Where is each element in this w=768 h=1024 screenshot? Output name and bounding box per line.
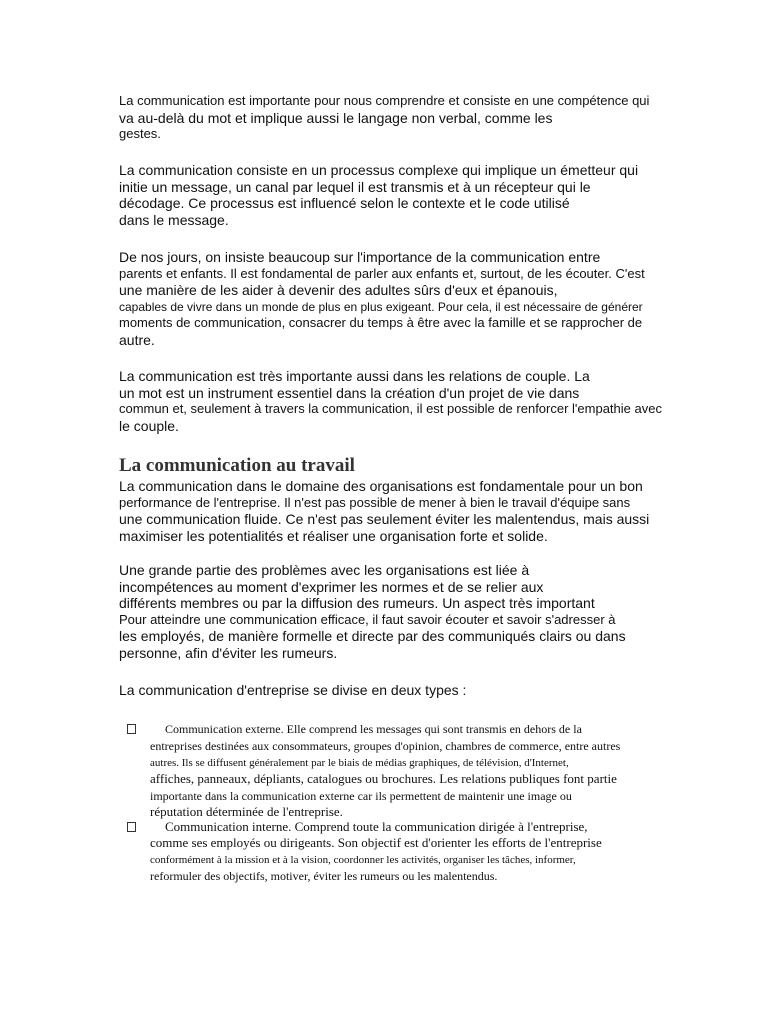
bullet-line: entreprises destinées aux consommateurs, groupes d'opinion, chambres de commerce, entre autres	[150, 739, 621, 753]
work-paragraph-1	[119, 478, 719, 544]
paragraph-4	[119, 368, 719, 434]
bullet-box-icon	[127, 724, 136, 734]
paragraph-1	[119, 93, 719, 143]
paragraph-line: une communication fluide. Ce n'est pas seulement éviter les malentendus, mais aussi	[119, 511, 650, 527]
paragraph-line: maximiser les potentialités et réaliser une organisation forte et solide.	[119, 527, 548, 544]
paragraph-2	[119, 162, 719, 228]
bullet-line: conformément à la mission et à la vision, coordonner les activités, organiser les tâches, informer,	[150, 854, 576, 866]
paragraph-line: le couple.	[119, 417, 179, 434]
paragraph-line: capables de vivre dans un monde de plus en plus exigeant. Pour cela, il est nécessaire de générer	[119, 299, 643, 314]
bullet-line: importante dans la communication externe car ils permettent de maintenir une image ou	[150, 789, 572, 803]
paragraph-3	[119, 249, 719, 348]
paragraph-line: Une grande partie des problèmes avec les organisations est liée à	[119, 562, 530, 578]
bullet-line: Communication interne. Comprend toute la communication dirigée à l'entreprise,	[165, 819, 588, 834]
paragraph-line: commun et, seulement à travers la communication, il est possible de renforcer l'empathie avec	[119, 401, 662, 416]
work-paragraph-2	[119, 562, 719, 661]
paragraph-line: La communication est importante pour nous comprendre et consiste en une compétence qui	[119, 93, 650, 108]
paragraph-line: différents membres ou par la diffusion des rumeurs. Un aspect très important	[119, 595, 595, 611]
paragraph-line: gestes.	[119, 126, 161, 141]
paragraph-line: autre.	[119, 331, 155, 348]
paragraph-line: De nos jours, on insiste beaucoup sur l'importance de la communication entre	[119, 249, 601, 265]
paragraph-line: un mot est un instrument essentiel dans la création d'un projet de vie dans	[119, 384, 580, 401]
paragraph-line: va au-delà du mot et implique aussi le langage non verbal, comme les	[119, 109, 553, 126]
paragraph-line: moments de communication, consacrer du temps à être avec la famille et se rapprocher de	[119, 315, 643, 330]
paragraph-line: La communication dans le domaine des organisations est fondamentale pour un bon	[119, 478, 643, 494]
paragraph-line: décodage. Ce processus est influencé selon le contexte et le code utilisé	[119, 195, 570, 211]
paragraph-line: une manière de les aider à devenir des adultes sûrs d'eux et épanouis,	[119, 282, 558, 298]
paragraph-line: les employés, de manière formelle et directe par des communiqués clairs ou dans	[119, 628, 626, 644]
bullet-line: Communication externe. Elle comprend les messages qui sont transmis en dehors de la	[165, 722, 582, 736]
bullet-line: autres. Ils se diffusent généralement par le biais de médias graphiques, de télévision, d'Internet,	[150, 757, 569, 769]
bullet-box-icon	[127, 822, 136, 832]
paragraph-line: parents et enfants. Il est fondamental de parler aux enfants et, surtout, de les écouter. C'est	[119, 265, 645, 281]
section-heading: La communication au travail	[119, 455, 355, 476]
paragraph-line: performance de l'entreprise. Il n'est pas possible de mener à bien le travail d'équipe sans	[119, 494, 631, 510]
bullet-line: affiches, panneaux, dépliants, catalogues ou brochures. Les relations publiques font partie	[150, 771, 617, 786]
paragraph-line: incompétences au moment d'exprimer les normes et de se relier aux	[119, 578, 544, 595]
paragraph-line: Pour atteindre une communication efficace, il faut savoir écouter et savoir s'adresser à	[119, 611, 616, 627]
bullet-line: comme ses employés ou dirigeants. Son objectif est d'orienter les efforts de l'entreprise	[150, 835, 602, 850]
paragraph-line: dans le message.	[119, 211, 229, 228]
bullet-line: reformuler des objectifs, motiver, éviter les rumeurs ou les malentendus.	[150, 869, 498, 883]
paragraph-line: personne, afin d'éviter les rumeurs.	[119, 644, 338, 661]
paragraph-line: initie un message, un canal par lequel il est transmis et à un récepteur qui le	[119, 178, 591, 195]
bullet-line: réputation déterminée de l'entreprise.	[150, 804, 343, 819]
paragraph-line: La communication consiste en un processus complexe qui implique un émetteur qui	[119, 162, 639, 178]
paragraph-line: La communication est très importante aussi dans les relations de couple. La	[119, 368, 590, 384]
paragraph-line: La communication d'entreprise se divise en deux types :	[119, 682, 467, 698]
work-paragraph-3	[119, 682, 719, 699]
